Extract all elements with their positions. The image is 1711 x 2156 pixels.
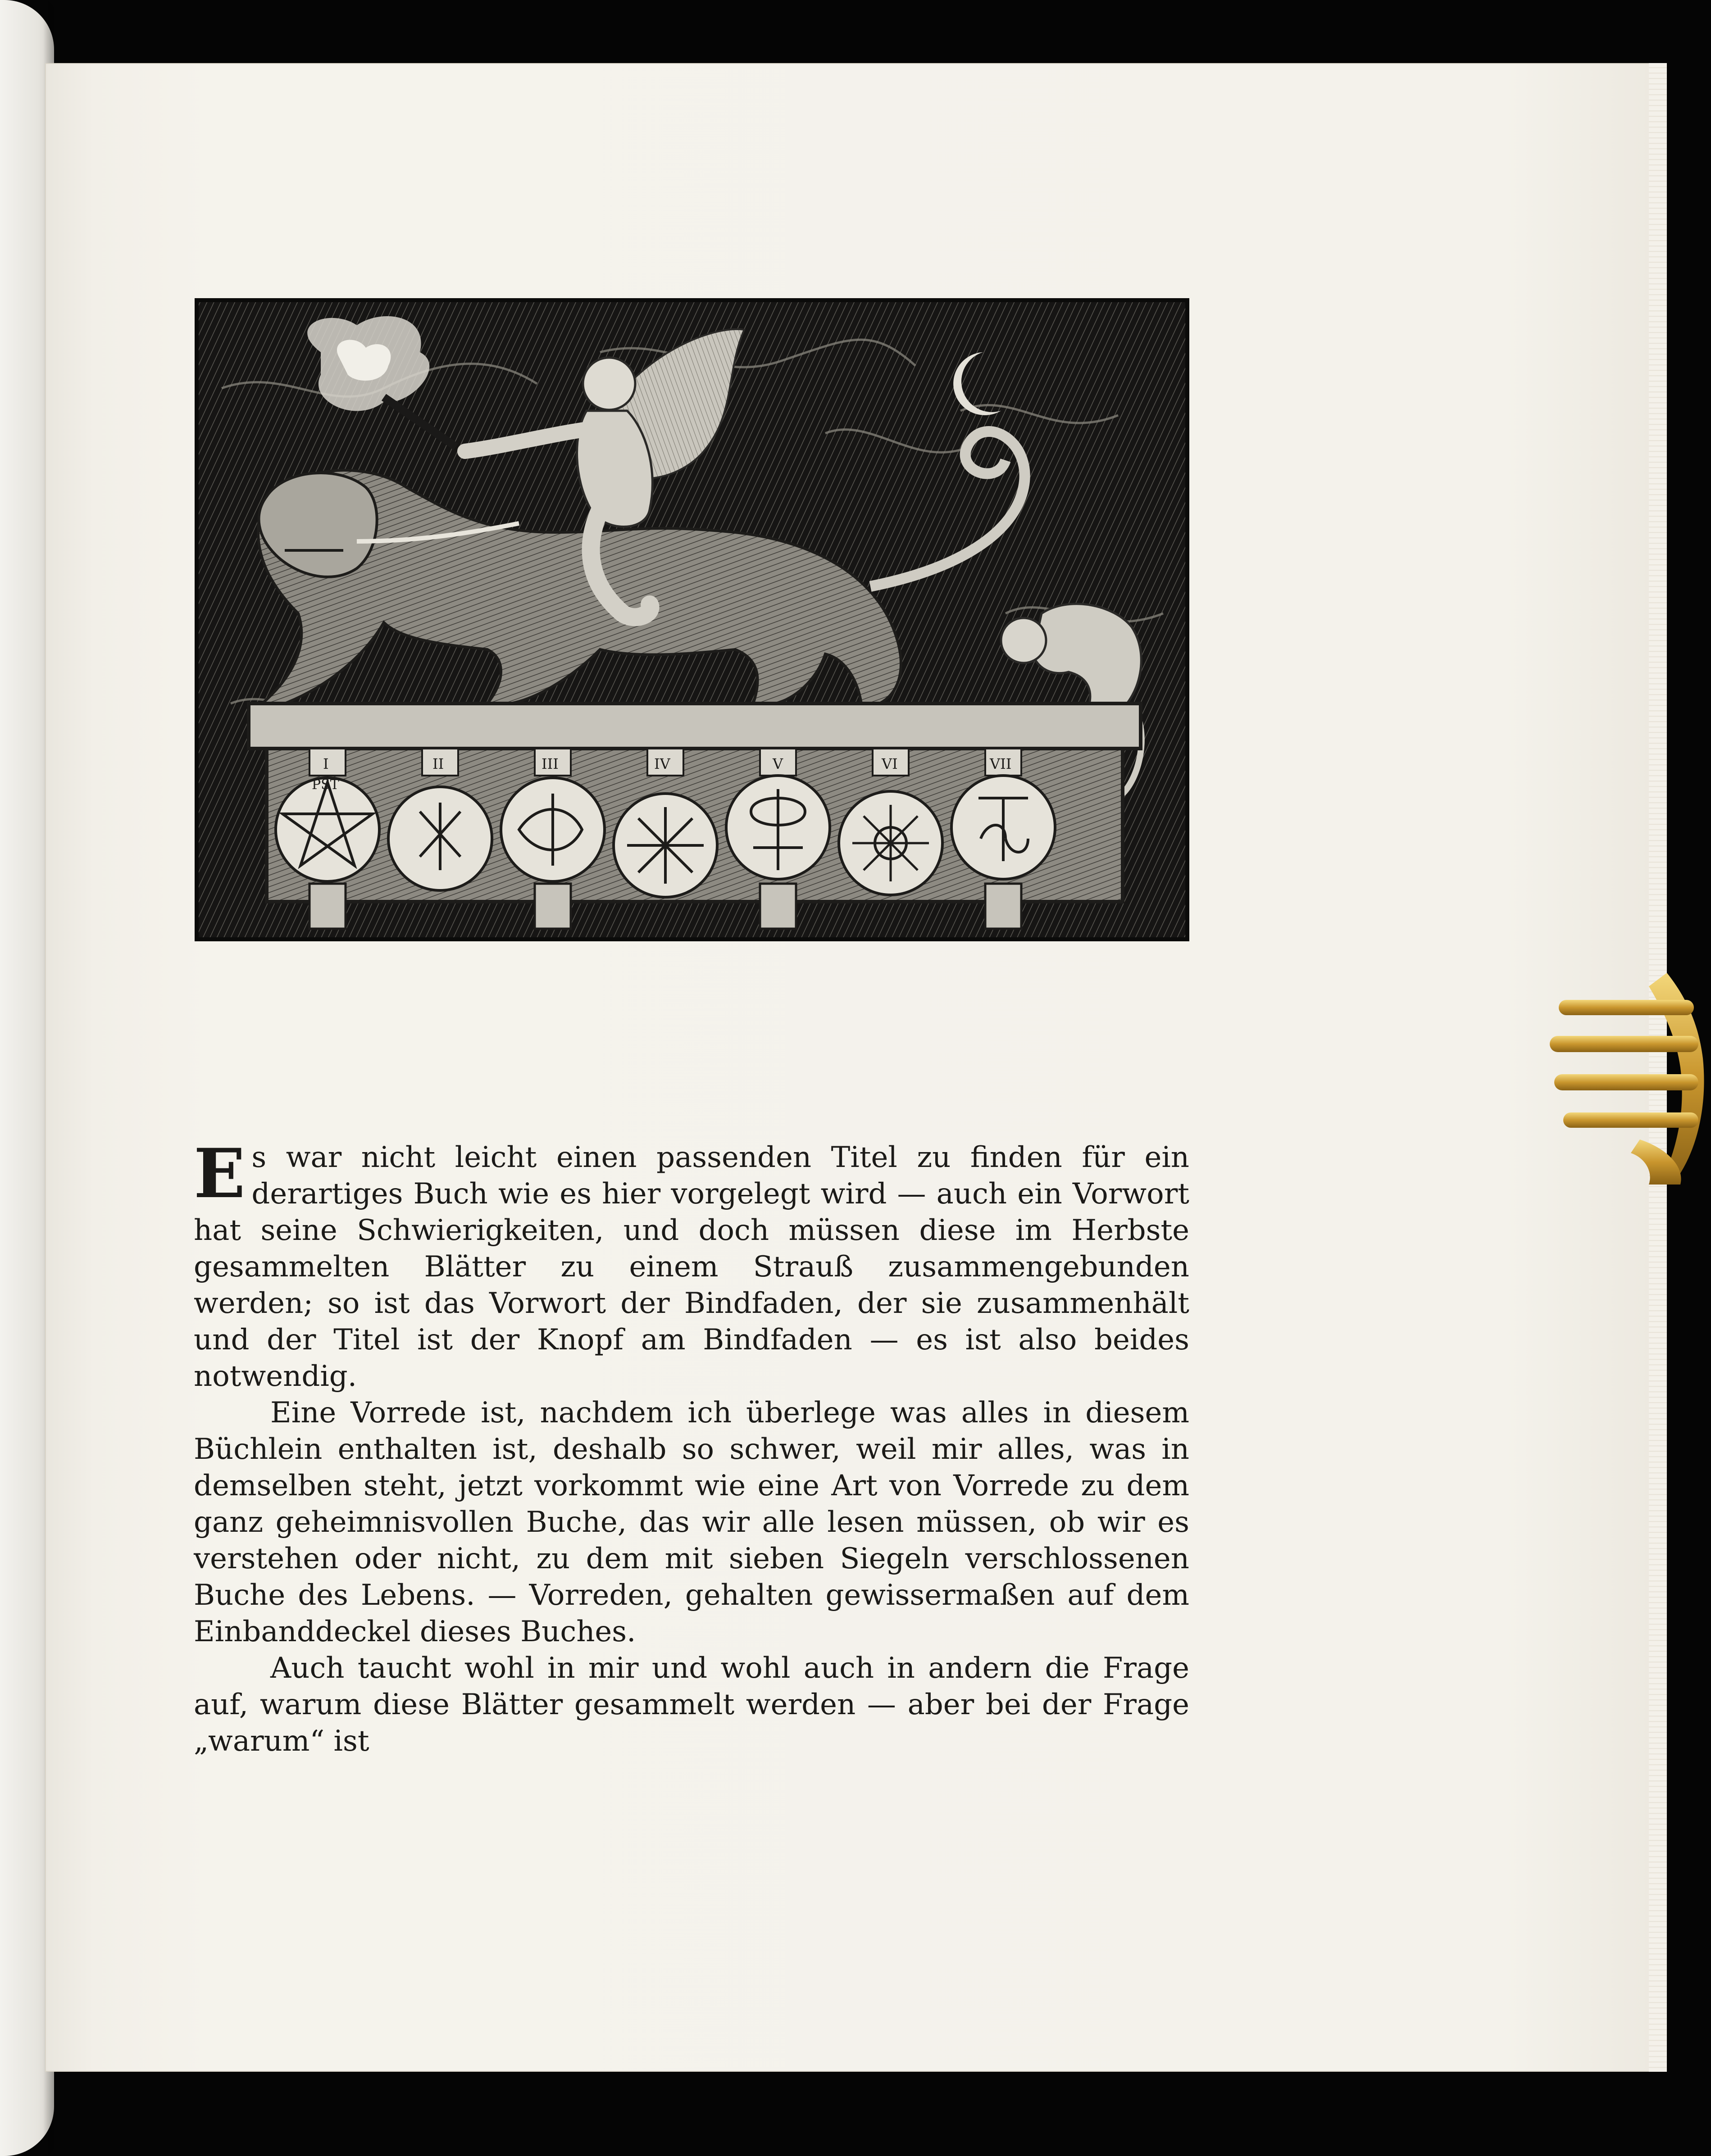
body-text <box>194 1134 1189 1760</box>
seal-label: V <box>773 755 783 772</box>
gold-page-clip <box>1550 968 1711 1185</box>
paragraph-1-text: s war nicht leicht einen passenden Titel zu finden für ein derartiges Buch wie es hier vorgelegt wird — auch ein Vorwort hat seine Schwierigkeiten, und doch müssen diese im Herbste gesammelten Blätter zu einem Strauß zusammengebunden werden; so ist das Vorwort der Bindfaden, der sie zusammenhält und der Titel ist der Knopf am Bindfaden — es ist also beides notwendig. <box>194 1141 1189 1393</box>
drop-cap: E <box>194 1134 246 1213</box>
illustration-svg <box>195 298 1189 941</box>
seal-label: I <box>323 755 329 772</box>
woodcut-illustration <box>195 298 1189 941</box>
seal-label: VI <box>882 755 898 772</box>
pedestal-top <box>249 704 1141 749</box>
seal-label: IV <box>654 755 670 772</box>
seal-label: II <box>432 755 444 772</box>
seal-label: VII <box>990 755 1012 772</box>
seal-inscription: PST <box>312 777 339 793</box>
paragraph-2: Eine Vorrede ist, nachdem ich überlege was alles in diesem Büchlein enthalten ist, deshalb so schwer, weil mir alles, was in demselben steht, jetzt vorkommt wie eine Art von Vorrede zu dem ganz geheimnisvollen Buche, das wir alle lesen müssen, ob wir es verstehen oder nicht, zu dem mit sieben Siegeln verschlossenen Buche des Lebens. — Vorreden, gehalten gewissermaßen auf dem Einbanddeckel dieses Buches. <box>194 1396 1189 1648</box>
seal-label: III <box>542 755 559 772</box>
paragraph-3: Auch taucht wohl in mir und wohl auch in andern die Frage auf, warum diese Blätter gesammelt werden — aber bei der Frage „warum“ ist <box>194 1652 1189 1758</box>
paragraph-1 <box>194 1134 1189 1395</box>
